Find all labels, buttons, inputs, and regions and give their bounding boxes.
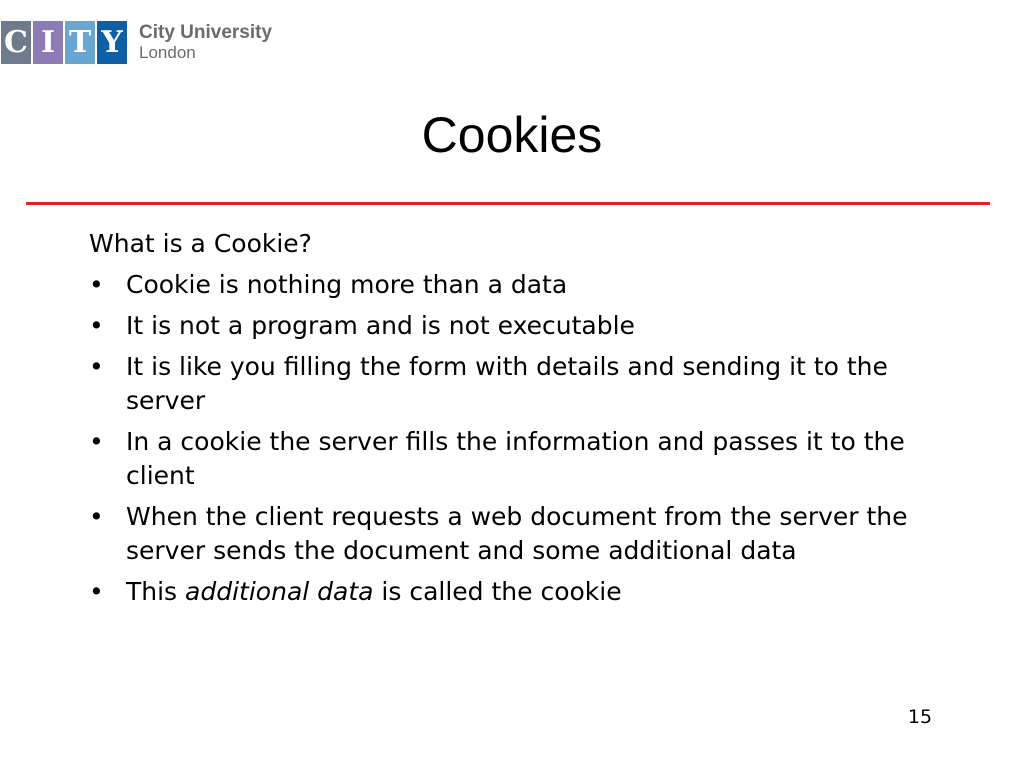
logo-tile-i (33, 21, 63, 64)
bullet-text: When the client requests a web document from the server the server sends the document and some additional data (126, 502, 908, 565)
list-item (89, 500, 949, 568)
bullet-text: It is not a program and is not executable (126, 311, 635, 340)
logo-city-name: London (139, 42, 196, 62)
bullet-text-after: is called the cookie (373, 577, 622, 606)
slide-content (89, 227, 949, 616)
bullet-text-before: This (126, 577, 186, 606)
bullet-text: Cookie is nothing more than a data (126, 270, 568, 299)
list-item (89, 575, 949, 609)
intro-question: What is a Cookie? (89, 229, 312, 258)
bullet-icon: • (89, 311, 104, 340)
bullet-icon: • (89, 352, 104, 381)
bullet-text: In a cookie the server fills the information and passes it to the client (126, 427, 905, 490)
logo-letter: T (68, 25, 92, 60)
list-item (89, 309, 949, 343)
logo-tile-t (65, 21, 95, 64)
bullet-text: It is like you filling the form with details and sending it to the server (126, 352, 888, 415)
page-number: 15 (907, 706, 933, 728)
logo-text (139, 23, 272, 63)
logo-university-name: City University (139, 21, 273, 43)
bullet-icon: • (89, 577, 104, 606)
bullet-emphasis: additional data (185, 577, 374, 606)
list-item (89, 425, 949, 493)
logo-letter: C (4, 25, 28, 60)
bullet-list (89, 268, 949, 609)
bullet-icon: • (89, 427, 104, 456)
logo-letter: I (40, 25, 56, 60)
logo-tile-y (97, 21, 127, 64)
bullet-icon: • (89, 270, 104, 299)
logo-letter: Y (101, 25, 123, 60)
list-item (89, 350, 949, 418)
title-divider (26, 202, 990, 205)
city-university-logo (1, 21, 272, 64)
slide-title: Cookies (421, 107, 603, 163)
list-item (89, 268, 949, 302)
logo-tile-c (1, 21, 31, 64)
bullet-icon: • (89, 502, 104, 531)
